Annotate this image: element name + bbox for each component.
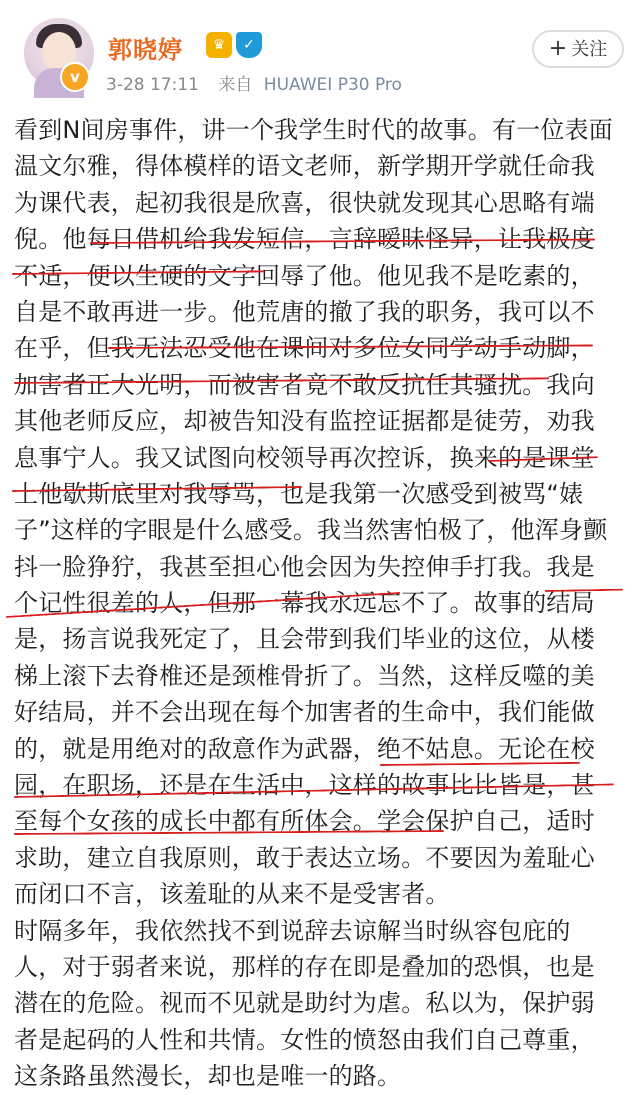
post-line: 时隔多年，我依然找不到说辞去谅解当时纵容包庇的: [14, 916, 571, 945]
post-line: 而闭口不言，该羞耻的从来不是受害者。: [14, 880, 450, 909]
username[interactable]: 郭晓婷: [108, 36, 183, 64]
post-line: 其他老师反应，却被告知没有监控证据都是徒劳，劝我: [14, 407, 595, 436]
follow-button[interactable]: [532, 30, 624, 68]
post-body: [14, 112, 628, 1095]
post-line: 至每个女孩的成长中都有所体会。学会保护自己，适时: [14, 807, 595, 836]
device-name[interactable]: HUAWEI P30 Pro: [263, 75, 402, 95]
post-line: 子”这样的字眼是什么感受。我当然害怕极了，他浑身颤: [14, 516, 608, 545]
post-meta: [106, 70, 402, 95]
post-line: 求助，建立自我原则，敢于表达立场。不要因为羞耻心: [14, 843, 595, 872]
post-line: 温文尔雅，得体模样的语文老师，新学期开学就任命我: [14, 152, 595, 181]
post-line: 为课代表，起初我很是欣喜，很快就发现其心思略有端: [14, 188, 595, 217]
post-line: 人，对于弱者来说，那样的存在即是叠加的恐惧，也是: [14, 952, 595, 981]
post-line: 梯上滚下去脊椎还是颈椎骨折了。当然，这样反噬的美: [14, 661, 595, 690]
verified-v-icon: v: [60, 62, 90, 92]
post-header: [0, 0, 640, 100]
post-line: 的，就是用绝对的敌意作为武器，绝不姑息。无论在校: [14, 734, 595, 763]
post-line: 加害者正大光明，而被害者竟不敢反抗任其骚扰。我向: [14, 370, 595, 399]
post-line: 是，扬言说我死定了，且会带到我们毕业的这位，从楼: [14, 625, 595, 654]
post-line: 者是起码的人性和共情。女性的愤怒由我们自己尊重，: [14, 1025, 595, 1054]
post-line: 息事宁人。我又试图向校领导再次控诉，换来的是课堂: [14, 443, 595, 472]
post-line: 个记性很差的人，但那一幕我永远忘不了。故事的结局: [14, 589, 595, 618]
crown-badge-icon[interactable]: ♛: [206, 32, 232, 58]
post-line: 自是不敢再进一步。他荒唐的撤了我的职务，我可以不: [14, 297, 595, 326]
post-line: 抖一脸狰狞，我甚至担心他会因为失控伸手打我。我是: [14, 552, 595, 581]
follow-label: 关注: [571, 39, 608, 60]
post-line: 看到N间房事件，讲一个我学生时代的故事。有一位表面: [14, 116, 613, 144]
post-line: 不适，便以生硬的文字回辱了他。他见我不是吃素的，: [14, 261, 595, 290]
post-line: 在乎，但我无法忍受他在课间对多位女同学动手动脚，: [14, 334, 595, 363]
post-line: 园，在职场，还是在生活中，这样的故事比比皆是，甚: [14, 771, 595, 800]
timestamp: 3-28 17:11: [106, 75, 199, 95]
post-line: 这条路虽然漫长，却也是唯一的路。: [14, 1062, 402, 1091]
plus-icon: +: [548, 36, 568, 61]
post-line: 潜在的危险。视而不见就是助纣为虐。私以为，保护弱: [14, 989, 595, 1018]
shield-badge-icon[interactable]: ✓: [236, 32, 262, 58]
from-label: 来自: [218, 75, 253, 95]
post-line: 上他歇斯底里对我辱骂，也是我第一次感受到被骂“婊: [14, 479, 584, 508]
post-line: 倪。他每日借机给我发短信，言辞暧昧怪异，让我极度: [14, 225, 595, 254]
post-line: 好结局，并不会出现在每个加害者的生命中，我们能做: [14, 698, 595, 727]
